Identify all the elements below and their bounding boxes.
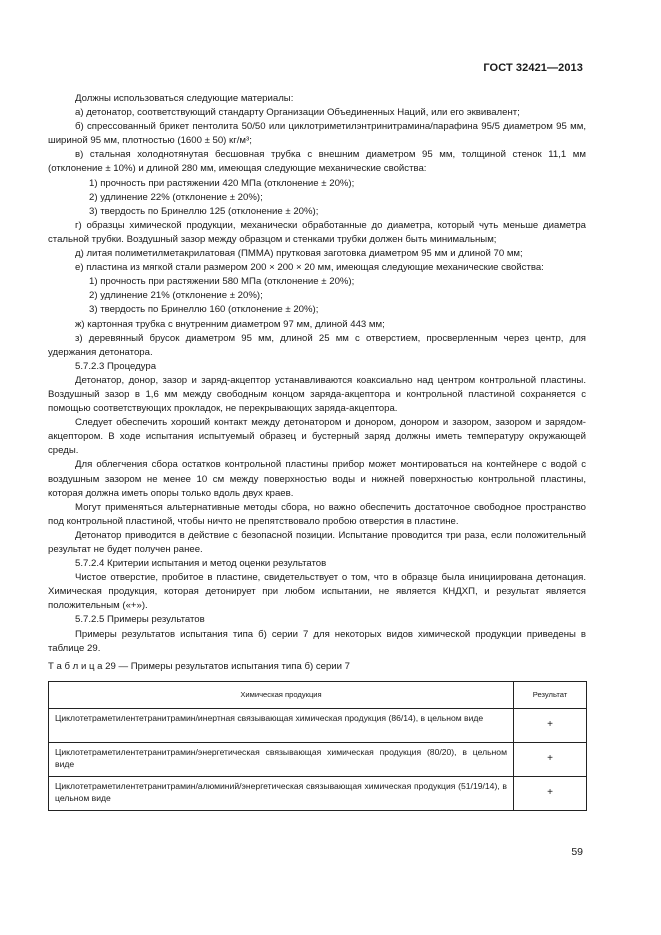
paragraph: д) литая полиметилметакрилатовая (ПММА) прутковая заготовка диаметром 95 мм и длиной 70 мм; bbox=[75, 248, 523, 260]
body-text bbox=[48, 92, 586, 811]
paragraph: 5.7.2.3 Процедура bbox=[75, 360, 157, 372]
table-cell-product: Циклотетраметилентетранитрамин/энергетическая связывающая химическая продукция (80/20), в цельном виде bbox=[49, 742, 514, 776]
paragraph: Следует обеспечить хороший контакт между детонатором и донором, донором и зазором, зазором и зарядом-акцептором. В ходе испытания испытуемый образец и бустерный заряд должны иметь температуру окружающей среды. bbox=[48, 417, 586, 457]
table-caption: Т а б л и ц а 29 — Примеры результатов испытания типа б) серии 7 bbox=[48, 660, 351, 672]
page-number: 59 bbox=[571, 846, 583, 858]
paragraph: г) образцы химической продукции, механически обработанные до диаметра, который чуть меньше диаметра стальной трубки. Воздушный зазор между образцом и стенками трубки должен быть минимальным; bbox=[48, 219, 586, 245]
results-table bbox=[48, 681, 587, 811]
paragraph: Примеры результатов испытания типа б) серии 7 для некоторых видов химической продукции приведены в таблице 29. bbox=[48, 628, 586, 654]
paragraph: з) деревянный брусок диаметром 95 мм, длиной 25 мм с отверстием, просверленным через центр, для удержания детонатора. bbox=[48, 332, 586, 358]
paragraph: 3) твердость по Бринеллю 160 (отклонение ± 20%); bbox=[89, 304, 319, 316]
paragraph-list bbox=[48, 92, 586, 656]
paragraph: Для облегчения сбора остатков контрольной пластины прибор может монтироваться на контейнере с водой с воздушным зазором не менее 10 см между поверхностью воды и нижней поверхностью контрольной пластины, которая должна иметь опоры только вдоль двух краев. bbox=[48, 459, 586, 499]
table-row bbox=[49, 708, 587, 742]
paragraph: 3) твердость по Бринеллю 125 (отклонение ± 20%); bbox=[89, 205, 319, 217]
table-row bbox=[49, 776, 587, 810]
column-header-result: Результат bbox=[514, 681, 587, 708]
paragraph: Могут применяться альтернативные методы сбора, но важно обеспечить достаточное свободное пространство под контрольной пластиной, чтобы ничто не препятствовало пробою отверстия в пластине. bbox=[48, 501, 586, 527]
paragraph: 2) удлинение 21% (отклонение ± 20%); bbox=[89, 290, 263, 302]
paragraph: Детонатор приводится в действие с безопасной позиции. Испытание проводится три раза, если положительный результат не будет получен ранее. bbox=[48, 529, 586, 555]
paragraph: Должны использоваться следующие материалы: bbox=[75, 93, 294, 104]
paragraph: б) спрессованный брикет пентолита 50/50 или циклотриметилэнтринитрамина/парафина 95/5 диаметром 95 мм, шириной 95 мм, плотностью (1600 ± 50) кг/м³; bbox=[48, 121, 586, 147]
paragraph: 2) удлинение 22% (отклонение ± 20%); bbox=[89, 191, 263, 203]
table-cell-result: + bbox=[514, 742, 587, 776]
paragraph: а) детонатор, соответствующий стандарту Организации Объединенных Наций, или его эквивалент; bbox=[75, 107, 520, 119]
table-row bbox=[49, 742, 587, 776]
table-cell-product: Циклотетраметилентетранитрамин/алюминий/энергетическая связывающая химическая продукция (51/19/14), в цельном виде bbox=[49, 776, 514, 810]
paragraph: в) стальная холоднотянутая бесшовная трубка с внешним диаметром 95 мм, толщиной стенок 11,1 мм (отклонение ± 10%) и длиной 280 мм, имеющая следующие механические свойства: bbox=[48, 149, 586, 175]
table-cell-result: + bbox=[514, 708, 587, 742]
paragraph: 5.7.2.4 Критерии испытания и метод оценки результатов bbox=[75, 558, 327, 570]
column-header-product: Химическая продукция bbox=[49, 681, 514, 708]
paragraph: 1) прочность при растяжении 580 МПа (отклонение ± 20%); bbox=[89, 276, 355, 288]
paragraph: 1) прочность при растяжении 420 МПа (отклонение ± 20%); bbox=[89, 177, 355, 189]
table-cell-result: + bbox=[514, 776, 587, 810]
paragraph: Детонатор, донор, зазор и заряд-акцептор устанавливаются коаксиально над центром контрольной пластины. Воздушный зазор в 1,6 мм между свободным концом заряда-акцептора и контрольной пластиной сохраняется с помощью соответствующих прокладок, не перекрывающих заряда-акцептора. bbox=[48, 374, 586, 415]
paragraph: Чистое отверстие, пробитое в пластине, свидетельствует о том, что в образце была инициирована детонация. Химическая продукция, которая детонирует при любом испытании, не является КНДХП, и результат является положительным («+»). bbox=[48, 572, 586, 612]
table-cell-product: Циклотетраметилентетранитрамин/инертная связывающая химическая продукция (86/14), в цельном виде bbox=[49, 708, 514, 742]
table-header-row bbox=[49, 681, 587, 708]
document-id-header: ГОСТ 32421—2013 bbox=[483, 62, 583, 74]
paragraph: е) пластина из мягкой стали размером 200 × 200 × 20 мм, имеющая следующие механические свойства: bbox=[75, 262, 544, 274]
paragraph: 5.7.2.5 Примеры результатов bbox=[75, 614, 205, 626]
paragraph: ж) картонная трубка с внутренним диаметром 97 мм, длиной 443 мм; bbox=[75, 318, 385, 330]
